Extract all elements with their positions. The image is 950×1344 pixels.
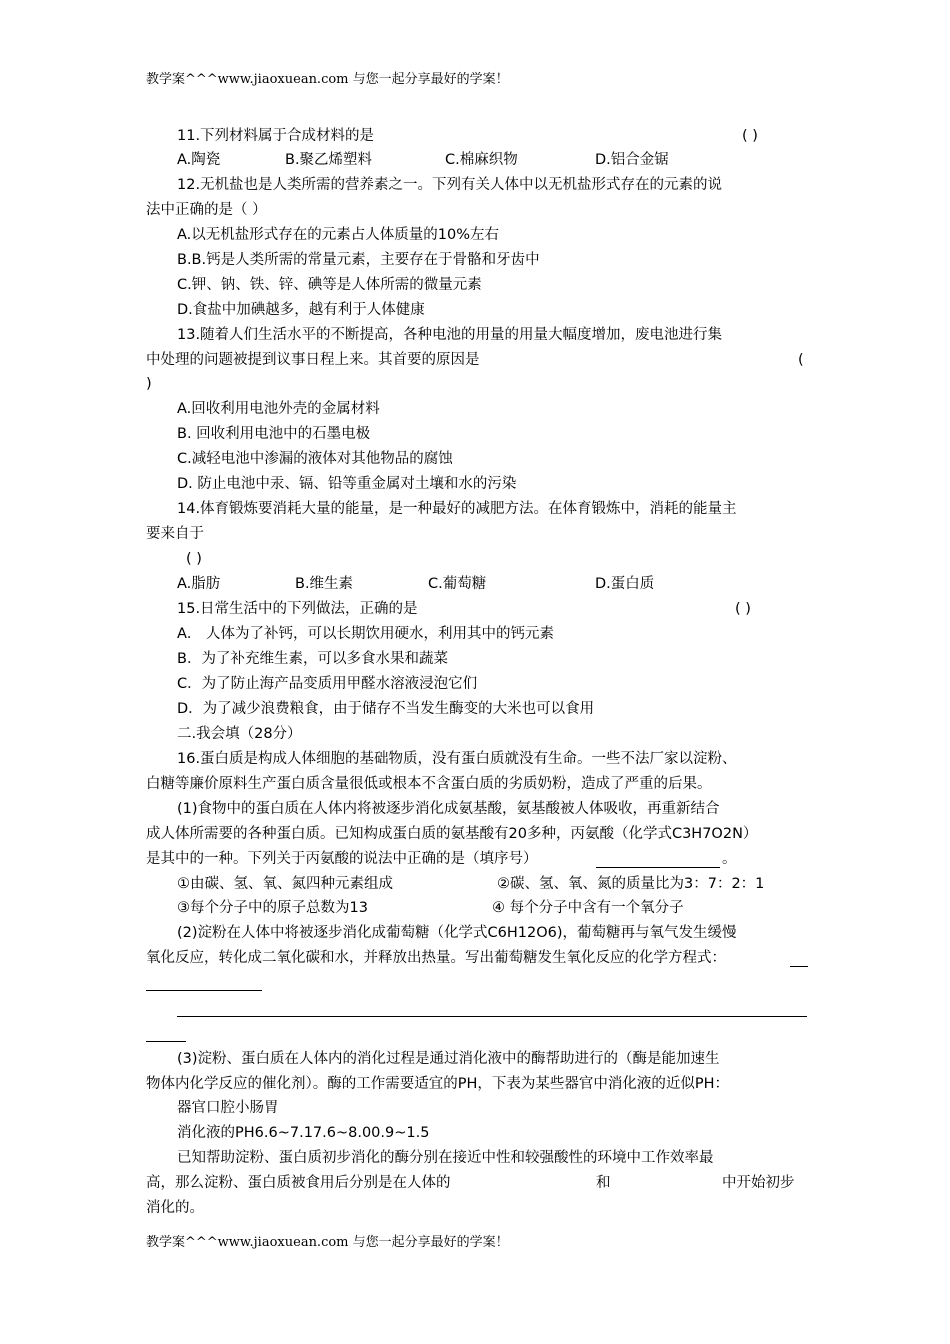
text-line: C.葡萄糖 bbox=[428, 576, 487, 592]
text-line: 高，那么淀粉、蛋白质被食用后分别是在人体的 bbox=[146, 1175, 451, 1191]
text-line: D.铝合金锯 bbox=[595, 152, 669, 168]
text-line: 消化的。 bbox=[146, 1200, 204, 1216]
text-line: (3)淀粉、蛋白质在人体内的消化过程是通过消化液中的酶帮助进行的（酶是能加速生 bbox=[177, 1051, 720, 1067]
text-line: 11.下列材料属于合成材料的是 bbox=[177, 128, 375, 144]
text-line: D.蛋白质 bbox=[595, 576, 655, 592]
text-line: A.以无机盐形式存在的元素占人体质量的10%左右 bbox=[177, 227, 500, 243]
text-line: ①由碳、氢、氧、氮四种元素组成 bbox=[177, 876, 393, 892]
page-header: 教学案^^^www.jiaoxuean.com 与您一起分享最好的学案！ bbox=[146, 72, 509, 87]
text-line: 白糖等廉价原料生产蛋白质含量很低或根本不含蛋白质的劣质奶粉，造成了严重的后果。 bbox=[146, 776, 712, 792]
answer-line-equation-2 bbox=[177, 1016, 807, 1017]
text-line: 。 bbox=[722, 851, 737, 867]
text-line: ( bbox=[798, 352, 804, 368]
text-line: 消化液的PH6.6~7.17.6~8.00.9~1.5 bbox=[177, 1125, 430, 1141]
answer-line-equation-1 bbox=[146, 990, 262, 991]
text-line: 氧化反应，转化成二氧化碳和水，并释放出热量。写出葡萄糖发生氧化反应的化学方程式： bbox=[146, 950, 726, 966]
text-line: D.食盐中加碘越多，越有利于人体健康 bbox=[177, 302, 425, 318]
text-line: A.陶瓷 bbox=[177, 152, 221, 168]
text-line: 物体内化学反应的催化剂）。酶的工作需要适宜的PH，下表为某些器官中消化液的近似PH： bbox=[146, 1076, 730, 1092]
text-line: ③每个分子中的原子总数为13 bbox=[177, 900, 368, 916]
text-line: 16.蛋白质是构成人体细胞的基础物质，没有蛋白质就没有生命。一些不法厂家以淀粉、 bbox=[177, 751, 737, 767]
text-line: B．为了补充维生素，可以多食水果和蔬菜 bbox=[177, 651, 448, 667]
page-footer: 教学案^^^www.jiaoxuean.com 与您一起分享最好的学案！ bbox=[146, 1235, 509, 1250]
text-line: 已知帮助淀粉、蛋白质初步消化的酶分别在接近中性和较强酸性的环境中工作效率最 bbox=[177, 1150, 714, 1166]
text-line: D．为了减少浪费粮食，由于储存不当发生酶变的大米也可以食用 bbox=[177, 701, 595, 717]
text-line: A.脂肪 bbox=[177, 576, 221, 592]
text-line: B.聚乙烯塑料 bbox=[285, 152, 373, 168]
text-line: C.钾、钠、铁、锌、碘等是人体所需的微量元素 bbox=[177, 277, 482, 293]
text-line: C．为了防止海产品变质用甲醛水溶液浸泡它们 bbox=[177, 676, 478, 692]
text-line: B.B.钙是人类所需的常量元素，主要存在于骨骼和牙齿中 bbox=[177, 252, 540, 268]
text-line: ( ) bbox=[742, 128, 758, 144]
text-line: 13.随着人们生活水平的不断提高，各种电池的用量的用量大幅度增加，废电池进行集 bbox=[177, 327, 723, 343]
text-line: 要来自于 bbox=[146, 526, 204, 542]
text-line: C.减轻电池中渗漏的液体对其他物品的腐蚀 bbox=[177, 451, 453, 467]
text-line: 14.体育锻炼要消耗大量的能量，是一种最好的减肥方法。在体育锻炼中，消耗的能量主 bbox=[177, 501, 737, 517]
text-line: A.回收利用电池外壳的金属材料 bbox=[177, 401, 380, 417]
text-line: (1)食物中的蛋白质在人体内将被逐步消化成氨基酸，氨基酸被人体吸收，再重新结合 bbox=[177, 801, 720, 817]
answer-blank-equation-tail bbox=[790, 966, 808, 967]
text-line: ( ) bbox=[186, 551, 202, 567]
text-line: 和 bbox=[596, 1175, 611, 1191]
text-line: ( ) bbox=[735, 601, 751, 617]
answer-blank-alanine bbox=[596, 867, 720, 868]
text-line: 二.我会填（28分） bbox=[177, 726, 302, 742]
text-line: 中开始初步 bbox=[722, 1175, 795, 1191]
text-line: 法中正确的是（ ） bbox=[146, 202, 267, 218]
answer-line-equation-3 bbox=[146, 1041, 186, 1042]
text-line: 12.无机盐也是人类所需的营养素之一。下列有关人体中以无机盐形式存在的元素的说 bbox=[177, 177, 723, 193]
text-line: B.维生素 bbox=[295, 576, 354, 592]
text-line: 中处理的问题被提到议事日程上来。其首要的原因是 bbox=[146, 352, 480, 368]
text-line: D. 防止电池中汞、镉、铅等重金属对土壤和水的污染 bbox=[177, 476, 517, 492]
text-line: ) bbox=[146, 376, 152, 392]
text-line: (2)淀粉在人体中将被逐步消化成葡萄糖（化学式C6H12O6)，葡萄糖再与氧气发生缓慢 bbox=[177, 925, 737, 941]
text-line: ②碳、氢、氧、氮的质量比为3：7：2：1 bbox=[497, 876, 765, 892]
text-line: 是其中的一种。下列关于丙氨酸的说法中正确的是（填序号） bbox=[146, 851, 538, 867]
text-line: 器官口腔小肠胃 bbox=[177, 1100, 279, 1116]
text-line: A． 人体为了补钙，可以长期饮用硬水，利用其中的钙元素 bbox=[177, 626, 555, 642]
text-line: ④ 每个分子中含有一个氧分子 bbox=[492, 900, 684, 916]
text-line: C.棉麻织物 bbox=[445, 152, 518, 168]
text-line: 成人体所需要的各种蛋白质。已知构成蛋白质的氨基酸有20多种，丙氨酸（化学式C3H7O2N） bbox=[146, 826, 758, 842]
text-line: B. 回收利用电池中的石墨电极 bbox=[177, 426, 371, 442]
text-line: 15.日常生活中的下列做法，正确的是 bbox=[177, 601, 418, 617]
